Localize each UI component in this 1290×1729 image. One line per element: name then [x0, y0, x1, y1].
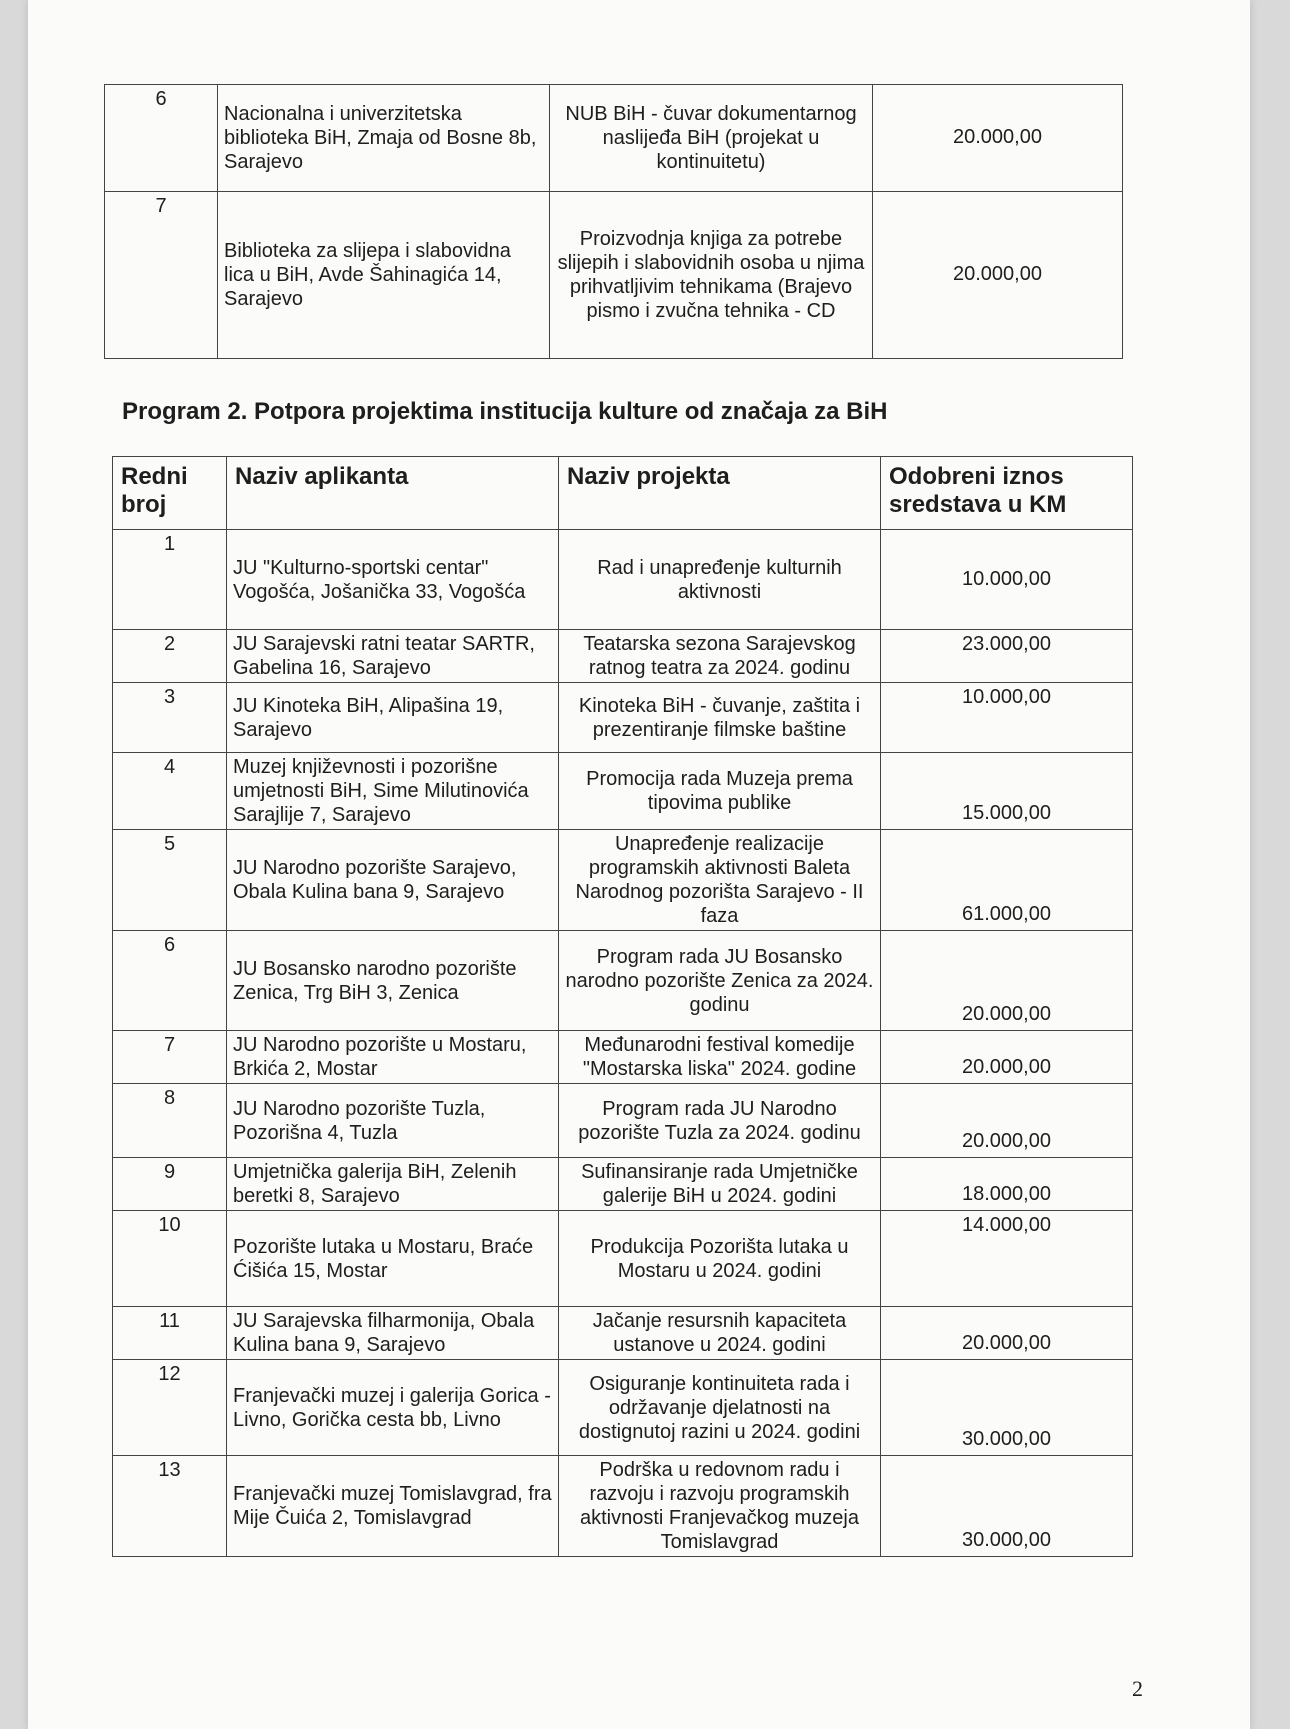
row-number: 1 — [113, 530, 227, 630]
amount-cell: 30.000,00 — [881, 1360, 1133, 1456]
page-number: 2 — [1132, 1676, 1143, 1701]
document-page — [28, 0, 1250, 1729]
amount-cell: 14.000,00 — [881, 1211, 1133, 1307]
amount-cell: 23.000,00 — [881, 630, 1133, 683]
project-cell: Program rada JU Bosansko narodno pozorište Zenica za 2024. godinu — [559, 931, 881, 1031]
applicant-cell: Nacionalna i univerzitetska biblioteka BiH, Zmaja od Bosne 8b, Sarajevo — [218, 85, 550, 192]
applicant-cell: JU Bosansko narodno pozorište Zenica, Trg BiH 3, Zenica — [227, 931, 559, 1031]
row-number: 2 — [113, 630, 227, 683]
row-number: 13 — [113, 1456, 227, 1557]
amount-cell: 20.000,00 — [873, 85, 1123, 192]
applicant-cell: JU Narodno pozorište u Mostaru, Brkića 2, Mostar — [227, 1031, 559, 1084]
applicant-cell: JU "Kulturno-sportski centar" Vogošća, Jošanička 33, Vogošća — [227, 530, 559, 630]
table-row — [105, 85, 1123, 192]
amount-cell: 18.000,00 — [881, 1158, 1133, 1211]
applicant-cell: JU Narodno pozorište Tuzla, Pozorišna 4, Tuzla — [227, 1084, 559, 1158]
header-naziv-aplikanta: Naziv aplikanta — [227, 457, 559, 530]
table-row — [113, 1158, 1133, 1211]
applicant-cell: Biblioteka za slijepa i slabovidna lica u BiH, Avde Šahinagića 14, Sarajevo — [218, 192, 550, 359]
row-number: 6 — [105, 85, 218, 192]
row-number: 8 — [113, 1084, 227, 1158]
header-redni-broj: Redni broj — [113, 457, 227, 530]
row-number: 12 — [113, 1360, 227, 1456]
amount-cell: 20.000,00 — [881, 931, 1133, 1031]
header-odobreni-iznos: Odobreni iznos sredstava u KM — [881, 457, 1133, 530]
applicant-cell: JU Narodno pozorište Sarajevo, Obala Kulina bana 9, Sarajevo — [227, 830, 559, 931]
continued-table — [104, 84, 1123, 359]
row-number: 9 — [113, 1158, 227, 1211]
table-row — [113, 1211, 1133, 1307]
row-number: 10 — [113, 1211, 227, 1307]
table-row — [113, 630, 1133, 683]
amount-cell: 61.000,00 — [881, 830, 1133, 931]
project-cell: Unapređenje realizacije programskih aktivnosti Baleta Narodnog pozorišta Sarajevo - II faza — [559, 830, 881, 931]
project-cell: Promocija rada Muzeja prema tipovima publike — [559, 753, 881, 830]
row-number: 7 — [113, 1031, 227, 1084]
applicant-cell: Franjevački muzej Tomislavgrad, fra Mije Čuića 2, Tomislavgrad — [227, 1456, 559, 1557]
table-row — [105, 192, 1123, 359]
table-row — [113, 1307, 1133, 1360]
project-cell: Proizvodnja knjiga za potrebe slijepih i slabovidnih osoba u njima prihvatljivim tehnikama (Brajevo pismo i zvučna tehnika - CD — [550, 192, 873, 359]
row-number: 5 — [113, 830, 227, 931]
row-number: 6 — [113, 931, 227, 1031]
table-row — [113, 753, 1133, 830]
project-cell: NUB BiH - čuvar dokumentarnog naslijeđa BiH (projekat u kontinuitetu) — [550, 85, 873, 192]
project-cell: Teatarska sezona Sarajevskog ratnog teatra za 2024. godinu — [559, 630, 881, 683]
table-row — [113, 830, 1133, 931]
project-cell: Sufinansiranje rada Umjetničke galerije BiH u 2024. godini — [559, 1158, 881, 1211]
amount-cell: 10.000,00 — [881, 683, 1133, 753]
project-cell: Međunarodni festival komedije "Mostarska liska" 2024. godine — [559, 1031, 881, 1084]
row-number: 3 — [113, 683, 227, 753]
table-row — [113, 931, 1133, 1031]
table-row — [113, 1360, 1133, 1456]
applicant-cell: JU Sarajevski ratni teatar SARTR, Gabelina 16, Sarajevo — [227, 630, 559, 683]
project-cell: Produkcija Pozorišta lutaka u Mostaru u 2024. godini — [559, 1211, 881, 1307]
applicant-cell: JU Kinoteka BiH, Alipašina 19, Sarajevo — [227, 683, 559, 753]
section-title: Program 2. Potpora projektima institucija kulture od značaja za BiH — [122, 398, 888, 425]
amount-cell: 20.000,00 — [881, 1031, 1133, 1084]
row-number: 4 — [113, 753, 227, 830]
table-row — [113, 1031, 1133, 1084]
program-2-table — [112, 456, 1133, 1557]
project-cell: Jačanje resursnih kapaciteta ustanove u 2024. godini — [559, 1307, 881, 1360]
amount-cell: 20.000,00 — [881, 1307, 1133, 1360]
applicant-cell: Franjevački muzej i galerija Gorica - Livno, Gorička cesta bb, Livno — [227, 1360, 559, 1456]
table-row — [113, 1456, 1133, 1557]
table-row — [113, 683, 1133, 753]
row-number: 7 — [105, 192, 218, 359]
project-cell: Osiguranje kontinuiteta rada i održavanje djelatnosti na dostignutoj razini u 2024. godini — [559, 1360, 881, 1456]
row-number: 11 — [113, 1307, 227, 1360]
table-row — [113, 530, 1133, 630]
project-cell: Podrška u redovnom radu i razvoju i razvoju programskih aktivnosti Franjevačkog muzeja Tomislavgrad — [559, 1456, 881, 1557]
applicant-cell: Pozorište lutaka u Mostaru, Braće Ćišića 15, Mostar — [227, 1211, 559, 1307]
project-cell: Program rada JU Narodno pozorište Tuzla za 2024. godinu — [559, 1084, 881, 1158]
amount-cell: 10.000,00 — [881, 530, 1133, 630]
amount-cell: 30.000,00 — [881, 1456, 1133, 1557]
project-cell: Rad i unapređenje kulturnih aktivnosti — [559, 530, 881, 630]
amount-cell: 20.000,00 — [873, 192, 1123, 359]
applicant-cell: Muzej književnosti i pozorišne umjetnosti BiH, Sime Milutinovića Sarajlije 7, Sarajevo — [227, 753, 559, 830]
project-cell: Kinoteka BiH - čuvanje, zaštita i prezentiranje filmske baštine — [559, 683, 881, 753]
applicant-cell: Umjetnička galerija BiH, Zelenih beretki 8, Sarajevo — [227, 1158, 559, 1211]
table-row — [113, 1084, 1133, 1158]
amount-cell: 15.000,00 — [881, 753, 1133, 830]
header-naziv-projekta: Naziv projekta — [559, 457, 881, 530]
amount-cell: 20.000,00 — [881, 1084, 1133, 1158]
header-row — [113, 457, 1133, 530]
applicant-cell: JU Sarajevska filharmonija, Obala Kulina bana 9, Sarajevo — [227, 1307, 559, 1360]
